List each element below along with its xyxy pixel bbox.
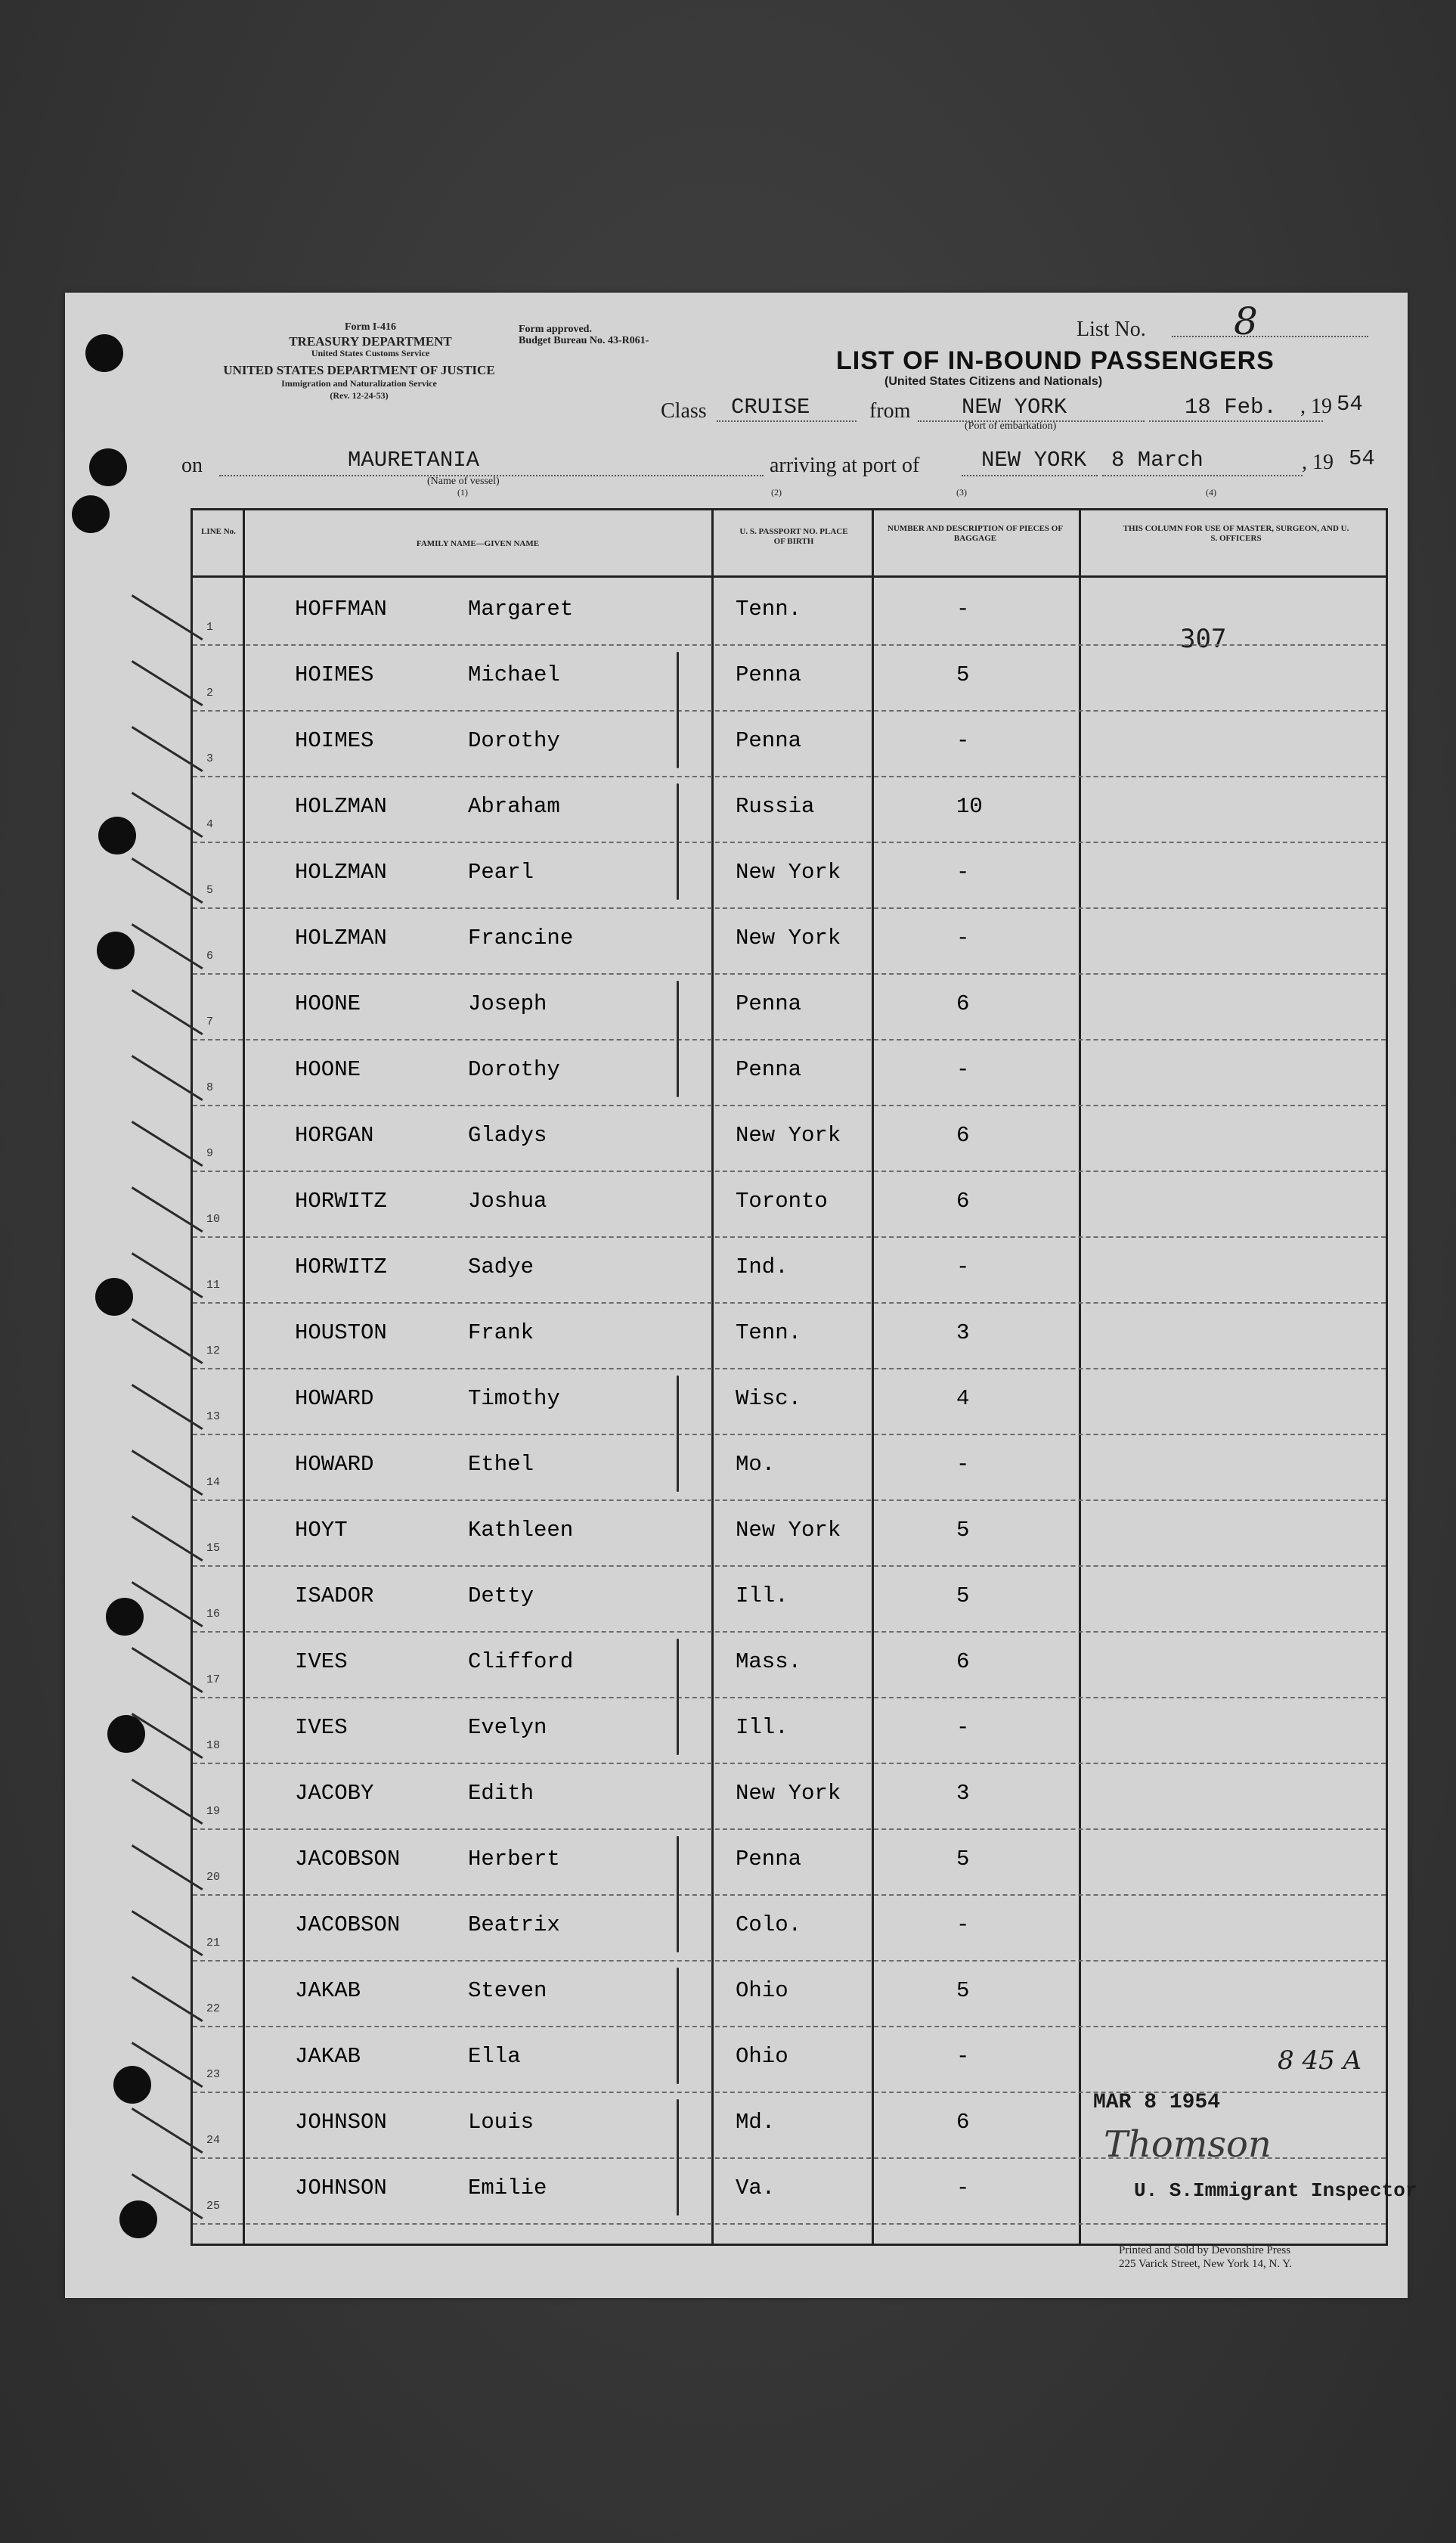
- binder-hole: [119, 2200, 157, 2238]
- family-bracket: [677, 783, 679, 900]
- table-row: [193, 1368, 1386, 1435]
- table-row: [193, 710, 1386, 777]
- table-row: [193, 1697, 1386, 1764]
- line-number: 8: [206, 1081, 214, 1094]
- baggage-count: 5: [956, 1847, 970, 1872]
- birth-place: Penna: [736, 991, 802, 1016]
- birth-place: Md.: [736, 2110, 776, 2135]
- binder-hole: [95, 1278, 133, 1316]
- inspection-date-stamp: MAR 8 1954: [1093, 2091, 1221, 2114]
- table-row: [193, 1499, 1386, 1567]
- birth-place: New York: [736, 1518, 841, 1543]
- class-line: [717, 420, 857, 422]
- family-name: HORWITZ: [295, 1254, 387, 1279]
- family-name: JAKAB: [295, 2044, 361, 2069]
- line-number: 12: [206, 1344, 221, 1357]
- family-name: HOONE: [295, 991, 361, 1016]
- binder-hole: [85, 334, 123, 372]
- line-number: 16: [206, 1608, 221, 1620]
- baggage-count: 3: [956, 1781, 970, 1806]
- depart-year: 54: [1337, 392, 1363, 417]
- family-name: HOLZMAN: [295, 794, 387, 819]
- baggage-count: 5: [956, 662, 970, 687]
- given-name: Joseph: [468, 991, 547, 1016]
- customs-label: United States Customs Service: [311, 348, 430, 358]
- birth-place: Penna: [736, 1847, 802, 1872]
- time-note: 8 45 A: [1278, 2045, 1362, 2076]
- family-name: JAKAB: [295, 1978, 361, 2003]
- birth-place: Colo.: [736, 1912, 802, 1937]
- line-number: 17: [206, 1673, 221, 1686]
- line-number: 18: [206, 1739, 221, 1752]
- table-row: [193, 1828, 1386, 1896]
- line-number: 19: [206, 1805, 221, 1818]
- birth-place: Ill.: [736, 1583, 788, 1608]
- family-name: HOYT: [295, 1518, 348, 1543]
- header-officers: THIS COLUMN FOR USE OF MASTER, SURGEON, AND U. S. OFFICERS: [1123, 524, 1349, 543]
- binder-hole: [113, 2066, 151, 2104]
- given-name: Detty: [468, 1583, 534, 1608]
- header-name: FAMILY NAME—GIVEN NAME: [416, 539, 540, 548]
- family-bracket: [677, 981, 679, 1097]
- birth-place: Mass.: [736, 1649, 802, 1674]
- given-name: Pearl: [468, 860, 534, 885]
- ins-label: Immigration and Naturalization Service: [281, 378, 437, 389]
- family-bracket: [677, 1836, 679, 1952]
- table-row: [193, 1236, 1386, 1304]
- inspector-signature: Thomson: [1104, 2123, 1272, 2166]
- arrival-year-prefix: , 19: [1302, 451, 1334, 474]
- list-no-line: [1172, 336, 1368, 337]
- given-name: Ella: [468, 2044, 521, 2069]
- table-row: [193, 578, 1386, 646]
- birth-place: Russia: [736, 794, 815, 819]
- table-row: [193, 1763, 1386, 1830]
- given-name: Abraham: [468, 794, 560, 819]
- family-name: IVES: [295, 1649, 348, 1674]
- inspector-title: U. S.Immigrant Inspector: [1134, 2179, 1417, 2202]
- table-row: [193, 1434, 1386, 1501]
- table-row: [193, 1894, 1386, 1962]
- class-value: CRUISE: [731, 395, 810, 420]
- line-number: 9: [206, 1147, 214, 1160]
- binder-hole: [107, 1715, 145, 1753]
- arrival-port-line: [962, 475, 1098, 476]
- justice-label: UNITED STATES DEPARTMENT OF JUSTICE: [223, 363, 495, 377]
- line-number: 25: [206, 2200, 221, 2213]
- family-bracket: [677, 1639, 679, 1755]
- revision-label: (Rev. 12-24-53): [330, 390, 389, 401]
- list-no-label: List No.: [1077, 318, 1146, 341]
- given-name: Dorothy: [468, 1057, 560, 1082]
- family-name: JACOBSON: [295, 1847, 401, 1872]
- table-row: [193, 1631, 1386, 1698]
- family-name: HOFFMAN: [295, 597, 387, 622]
- arriving-label: arriving at port of: [770, 454, 920, 477]
- baggage-count: -: [956, 1912, 970, 1937]
- line-number: 6: [206, 950, 214, 963]
- given-name: Gladys: [468, 1123, 547, 1148]
- header-line-no: LINE No.: [201, 527, 236, 536]
- family-bracket: [677, 652, 679, 768]
- birth-place: Ohio: [736, 1978, 788, 2003]
- family-name: HOIMES: [295, 662, 374, 687]
- arrival-date: 8 March: [1111, 448, 1204, 473]
- class-label: Class: [661, 399, 707, 423]
- baggage-count: 10: [956, 794, 983, 819]
- family-name: JACOBY: [295, 1781, 374, 1806]
- given-name: Ethel: [468, 1452, 534, 1477]
- officer-note: 307: [1180, 624, 1227, 654]
- family-name: HOLZMAN: [295, 860, 387, 885]
- family-bracket: [677, 2099, 679, 2216]
- birth-place: Penna: [736, 662, 802, 687]
- line-number: 20: [206, 1871, 221, 1884]
- header-baggage: NUMBER AND DESCRIPTION OF PIECES OF BAGGAGE: [887, 524, 1064, 543]
- given-name: Herbert: [468, 1847, 560, 1872]
- binder-hole: [72, 495, 110, 533]
- baggage-count: 5: [956, 1583, 970, 1608]
- line-number: 7: [206, 1016, 214, 1028]
- family-bracket: [677, 1968, 679, 2084]
- birth-place: Ill.: [736, 1715, 788, 1740]
- treasury-label: TREASURY DEPARTMENT: [289, 334, 452, 349]
- binder-hole: [98, 817, 136, 854]
- line-number: 3: [206, 752, 214, 765]
- baggage-count: 4: [956, 1386, 970, 1411]
- baggage-count: -: [956, 926, 970, 951]
- page-title: LIST OF IN-BOUND PASSENGERS: [836, 346, 1275, 375]
- form-number: Form I-416: [344, 321, 397, 333]
- given-name: Joshua: [468, 1189, 547, 1214]
- from-label: from: [869, 399, 911, 423]
- given-name: Clifford: [468, 1649, 574, 1674]
- birth-place: New York: [736, 1781, 841, 1806]
- birth-place: New York: [736, 860, 841, 885]
- baggage-count: 6: [956, 1123, 970, 1148]
- line-number: 21: [206, 1937, 221, 1949]
- port-caption: (Port of embarkation): [965, 420, 1057, 432]
- family-name: HOLZMAN: [295, 926, 387, 951]
- line-number: 24: [206, 2134, 221, 2147]
- birth-place: New York: [736, 1123, 841, 1148]
- binder-hole: [89, 448, 127, 486]
- birth-place: Toronto: [736, 1189, 828, 1214]
- birth-place: Wisc.: [736, 1386, 802, 1411]
- given-name: Sadye: [468, 1254, 534, 1279]
- baggage-count: -: [956, 597, 970, 622]
- line-number: 10: [206, 1213, 221, 1226]
- baggage-count: 5: [956, 1518, 970, 1543]
- budget-bureau: Budget Bureau No. 43-R061-: [519, 335, 649, 346]
- page-subtitle: (United States Citizens and Nationals): [884, 375, 1103, 388]
- depart-date: 18 Feb.: [1185, 395, 1277, 420]
- table-row: [193, 776, 1386, 843]
- given-name: Louis: [468, 2110, 534, 2135]
- given-name: Francine: [468, 926, 574, 951]
- birth-place: Tenn.: [736, 597, 802, 622]
- family-name: HOONE: [295, 1057, 361, 1082]
- arrival-date-line: [1102, 475, 1303, 476]
- list-no-value: 8: [1234, 299, 1258, 343]
- line-number: 5: [206, 884, 214, 897]
- family-name: HOIMES: [295, 728, 374, 753]
- given-name: Frank: [468, 1320, 534, 1345]
- arrival-year: 54: [1349, 446, 1375, 471]
- given-name: Timothy: [468, 1386, 560, 1411]
- vessel-name: MAURETANIA: [348, 448, 480, 473]
- given-name: Dorothy: [468, 728, 560, 753]
- birth-place: Penna: [736, 1057, 802, 1082]
- baggage-count: -: [956, 2176, 970, 2200]
- given-name: Kathleen: [468, 1518, 574, 1543]
- table-row: [193, 842, 1386, 909]
- family-name: JOHNSON: [295, 2176, 387, 2200]
- line-number: 4: [206, 818, 214, 831]
- birth-place: New York: [736, 926, 841, 951]
- header-birth: U. S. PASSPORT NO. PLACE OF BIRTH: [739, 527, 848, 546]
- form-approved: Form approved.: [519, 324, 592, 335]
- birth-place: Penna: [736, 728, 802, 753]
- given-name: Edith: [468, 1781, 534, 1806]
- family-name: JOHNSON: [295, 2110, 387, 2135]
- family-name: HOWARD: [295, 1386, 374, 1411]
- birth-place: Mo.: [736, 1452, 776, 1477]
- family-bracket: [677, 1375, 679, 1492]
- family-name: HORGAN: [295, 1123, 374, 1148]
- table-row: [193, 1565, 1386, 1633]
- header-separator: [193, 575, 1386, 578]
- birth-place: Va.: [736, 2176, 776, 2200]
- baggage-count: -: [956, 728, 970, 753]
- table-row: [193, 1039, 1386, 1106]
- line-number: 15: [206, 1542, 221, 1555]
- col-num-4: (4): [1206, 487, 1216, 498]
- printer-line-2: 225 Varick Street, New York 14, N. Y.: [1119, 2258, 1292, 2270]
- family-name: IVES: [295, 1715, 348, 1740]
- table-row: [193, 973, 1386, 1040]
- table-row: [193, 907, 1386, 975]
- baggage-count: 6: [956, 2110, 970, 2135]
- table-row: [193, 1960, 1386, 2027]
- table-row: [193, 2026, 1386, 2093]
- birth-place: Tenn.: [736, 1320, 802, 1345]
- given-name: Beatrix: [468, 1912, 560, 1937]
- line-number: 13: [206, 1410, 221, 1423]
- line-number: 23: [206, 2068, 221, 2081]
- binder-hole: [97, 932, 135, 969]
- family-name: HOUSTON: [295, 1320, 387, 1345]
- col-num-2: (2): [771, 487, 782, 498]
- baggage-count: -: [956, 2044, 970, 2069]
- table-row: [193, 1105, 1386, 1172]
- family-name: HORWITZ: [295, 1189, 387, 1214]
- line-number: 2: [206, 687, 214, 699]
- depart-year-prefix: , 19: [1300, 395, 1332, 418]
- given-name: Michael: [468, 662, 560, 687]
- arrival-port: NEW YORK: [981, 448, 1087, 473]
- baggage-count: 6: [956, 991, 970, 1016]
- baggage-count: 3: [956, 1320, 970, 1345]
- table-row: [193, 1171, 1386, 1238]
- family-name: HOWARD: [295, 1452, 374, 1477]
- given-name: Margaret: [468, 597, 574, 622]
- baggage-count: -: [956, 1452, 970, 1477]
- family-name: ISADOR: [295, 1583, 374, 1608]
- line-number: 22: [206, 2002, 221, 2015]
- vessel-num: (1): [457, 487, 468, 498]
- baggage-count: -: [956, 1254, 970, 1279]
- line-number: 1: [206, 621, 214, 634]
- baggage-count: -: [956, 1715, 970, 1740]
- col-num-3: (3): [956, 487, 967, 498]
- baggage-count: 6: [956, 1649, 970, 1674]
- birth-place: Ohio: [736, 2044, 788, 2069]
- on-label: on: [181, 454, 203, 477]
- given-name: Steven: [468, 1978, 547, 2003]
- vessel-caption: (Name of vessel): [427, 476, 500, 487]
- depart-date-line: [1149, 420, 1323, 422]
- birth-place: Ind.: [736, 1254, 788, 1279]
- embarkation-port: NEW YORK: [962, 395, 1067, 420]
- baggage-count: 5: [956, 1978, 970, 2003]
- given-name: Evelyn: [468, 1715, 547, 1740]
- table-row: [193, 644, 1386, 712]
- family-name: JACOBSON: [295, 1912, 401, 1937]
- binder-hole: [106, 1598, 144, 1636]
- printer-line-1: Printed and Sold by Devonshire Press: [1119, 2244, 1291, 2256]
- table-row: [193, 1302, 1386, 1369]
- baggage-count: 6: [956, 1189, 970, 1214]
- baggage-count: -: [956, 860, 970, 885]
- baggage-count: -: [956, 1057, 970, 1082]
- given-name: Emilie: [468, 2176, 547, 2200]
- passenger-table: [191, 508, 1388, 2246]
- line-number: 14: [206, 1476, 221, 1489]
- line-number: 11: [206, 1279, 221, 1292]
